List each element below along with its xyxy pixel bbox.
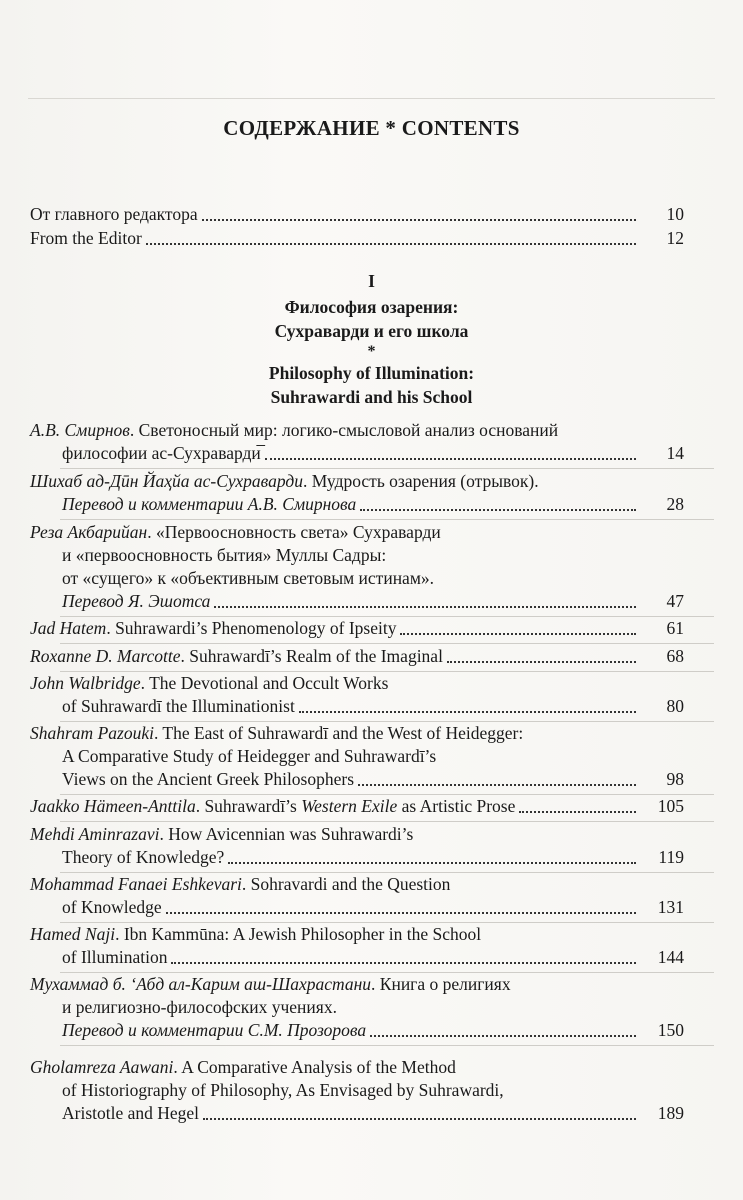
- page-number: 28: [666, 494, 684, 514]
- page-number: 98: [666, 769, 684, 789]
- leader-dots: [265, 457, 636, 460]
- entry-author: Shahram Pazouki: [30, 723, 154, 743]
- toc-entry-title[interactable]: John Walbridge. The Devotional and Occult Works: [30, 673, 389, 693]
- toc-entry-last-line[interactable]: Views on the Ancient Greek Philosophers 98: [62, 769, 684, 789]
- leader-dots: [370, 1034, 636, 1037]
- toc-entry-title[interactable]: А.В. Смирнов. Светоносный мир: логико-смысловой анализ оснований: [30, 420, 559, 440]
- entry-author: Gholamreza Aawani: [30, 1057, 174, 1077]
- page-number: 80: [666, 696, 684, 716]
- leader-dots: [299, 710, 636, 713]
- entry-author: Шихаб ад-Дӣн Йаҳйа ас-Сухраварди: [30, 471, 304, 491]
- leader-dots: [400, 632, 636, 635]
- section-title-ru-1: Философия озарения:: [284, 297, 459, 317]
- toc-entry[interactable]: Jaakko Hämeen-Anttila. Suhrawardī’s Western Exile as Artistic Prose 105: [30, 796, 684, 816]
- leader-dots: [171, 961, 636, 964]
- toc-entry-last-line[interactable]: of Knowledge 131: [62, 897, 684, 917]
- leader-dots: [202, 218, 636, 221]
- entry-author: Jad Hatem: [30, 618, 107, 638]
- toc-entry-last-line[interactable]: of Illumination 144: [62, 947, 684, 967]
- toc-entry-last-line[interactable]: философии ас-Сухраварди̅ 14: [62, 443, 684, 463]
- entry-separator: [60, 519, 714, 520]
- toc-entry-last-line[interactable]: Перевод и комментарии С.М. Прозорова 150: [62, 1020, 684, 1040]
- toc-entry-editor-en[interactable]: From the Editor 12: [30, 228, 684, 248]
- section-title-ru-2: Сухраварди и его школа: [274, 321, 469, 341]
- entry-separator: [60, 468, 714, 469]
- entry-separator: [60, 643, 714, 644]
- leader-dots: [447, 660, 636, 663]
- page-number: 150: [657, 1020, 684, 1040]
- toc-entry-title[interactable]: Shahram Pazouki. The East of Suhrawardī and the West of Heidegger:: [30, 723, 524, 743]
- page-number: 14: [666, 443, 684, 463]
- leader-dots: [519, 810, 636, 813]
- page-number: 68: [666, 646, 684, 666]
- section-number: I: [368, 271, 375, 291]
- entry-author: Jaakko Hämeen-Anttila: [30, 796, 196, 816]
- toc-entry-editor-ru[interactable]: От главного редактора 10: [30, 204, 684, 224]
- page-number: 105: [657, 796, 684, 816]
- entry-author: Реза Акбарийан: [30, 522, 148, 542]
- entry-author: Hamed Naji: [30, 924, 116, 944]
- leader-dots: [228, 861, 636, 864]
- toc-entry-last-line[interactable]: Перевод и комментарии А.В. Смирнова 28: [62, 494, 684, 514]
- toc-entry-line: и «первоосновность бытия» Муллы Садры:: [62, 545, 387, 565]
- page-number: 189: [657, 1103, 684, 1123]
- entry-author: John Walbridge: [30, 673, 141, 693]
- toc-entry[interactable]: Roxanne D. Marcotte. Suhrawardī’s Realm of the Imaginal 68: [30, 646, 684, 666]
- leader-dots: [166, 911, 636, 914]
- page-number: 119: [658, 847, 684, 867]
- entry-author: Mehdi Aminrazavi: [30, 824, 160, 844]
- toc-entry-last-line[interactable]: of Suhrawardī the Illuminationist 80: [62, 696, 684, 716]
- toc-entry-line: of Historiography of Philosophy, As Envisaged by Suhrawardi,: [62, 1080, 504, 1100]
- leader-dots: [358, 783, 636, 786]
- page-number: 12: [666, 228, 684, 248]
- section-star: *: [367, 343, 376, 360]
- entry-separator: [60, 821, 714, 822]
- toc-entry-title[interactable]: Шихаб ад-Дӣн Йаҳйа ас-Сухраварди. Мудрость озарения (отрывок).: [30, 471, 539, 491]
- toc-entry-title[interactable]: Мухаммад б. ʻАбд ал-Карим аш-Шахрастани. Книга о религиях: [30, 974, 511, 994]
- page-number: 144: [657, 947, 684, 967]
- toc-entry-title[interactable]: Hamed Naji. Ibn Kammūna: A Jewish Philosopher in the School: [30, 924, 482, 944]
- entry-author: Мухаммад б. ʻАбд ал-Карим аш-Шахрастани: [30, 974, 372, 994]
- entry-author: Roxanne D. Marcotte: [30, 646, 181, 666]
- toc-entry-line: A Comparative Study of Heidegger and Suhrawardī’s: [62, 746, 437, 766]
- toc-entry-title[interactable]: Mehdi Aminrazavi. How Avicennian was Suhrawardi’s: [30, 824, 414, 844]
- toc-entry-line: и религиозно-философских учениях.: [62, 997, 337, 1017]
- page-title: СОДЕРЖАНИЕ * CONTENTS: [223, 116, 520, 140]
- entry-author: А.В. Смирнов: [30, 420, 130, 440]
- toc-entry-title[interactable]: Реза Акбарийан. «Первоосновность света» Сухраварди: [30, 522, 441, 542]
- toc-entry-title[interactable]: Gholamreza Aawani. A Comparative Analysis of the Method: [30, 1057, 456, 1077]
- section-title-en-2: Suhrawardi and his School: [270, 387, 473, 407]
- page-number: 47: [666, 591, 684, 611]
- toc-entry-last-line[interactable]: Aristotle and Hegel 189: [62, 1103, 684, 1123]
- entry-author: Mohammad Fanaei Eshkevari: [30, 874, 242, 894]
- page-number: 61: [666, 618, 684, 638]
- leader-dots: [146, 242, 636, 245]
- bleed-through-rule: [28, 98, 715, 99]
- leader-dots: [214, 605, 636, 608]
- section-title-en-1: Philosophy of Illumination:: [268, 363, 475, 383]
- page-number: 131: [657, 897, 684, 917]
- toc-entry-line: от «сущего» к «объективным световым истинам».: [62, 568, 435, 588]
- entry-separator: [60, 1045, 714, 1046]
- toc-entry[interactable]: Jad Hatem. Suhrawardi’s Phenomenology of Ipseity 61: [30, 618, 684, 638]
- page-number: 10: [666, 204, 684, 224]
- toc-entry-last-line[interactable]: Перевод Я. Эшотса 47: [62, 591, 684, 611]
- leader-dots: [360, 508, 636, 511]
- toc-entry-last-line[interactable]: Theory of Knowledge? 119: [62, 847, 684, 867]
- leader-dots: [203, 1117, 636, 1120]
- toc-entry-title[interactable]: Mohammad Fanaei Eshkevari. Sohravardi and the Question: [30, 874, 451, 894]
